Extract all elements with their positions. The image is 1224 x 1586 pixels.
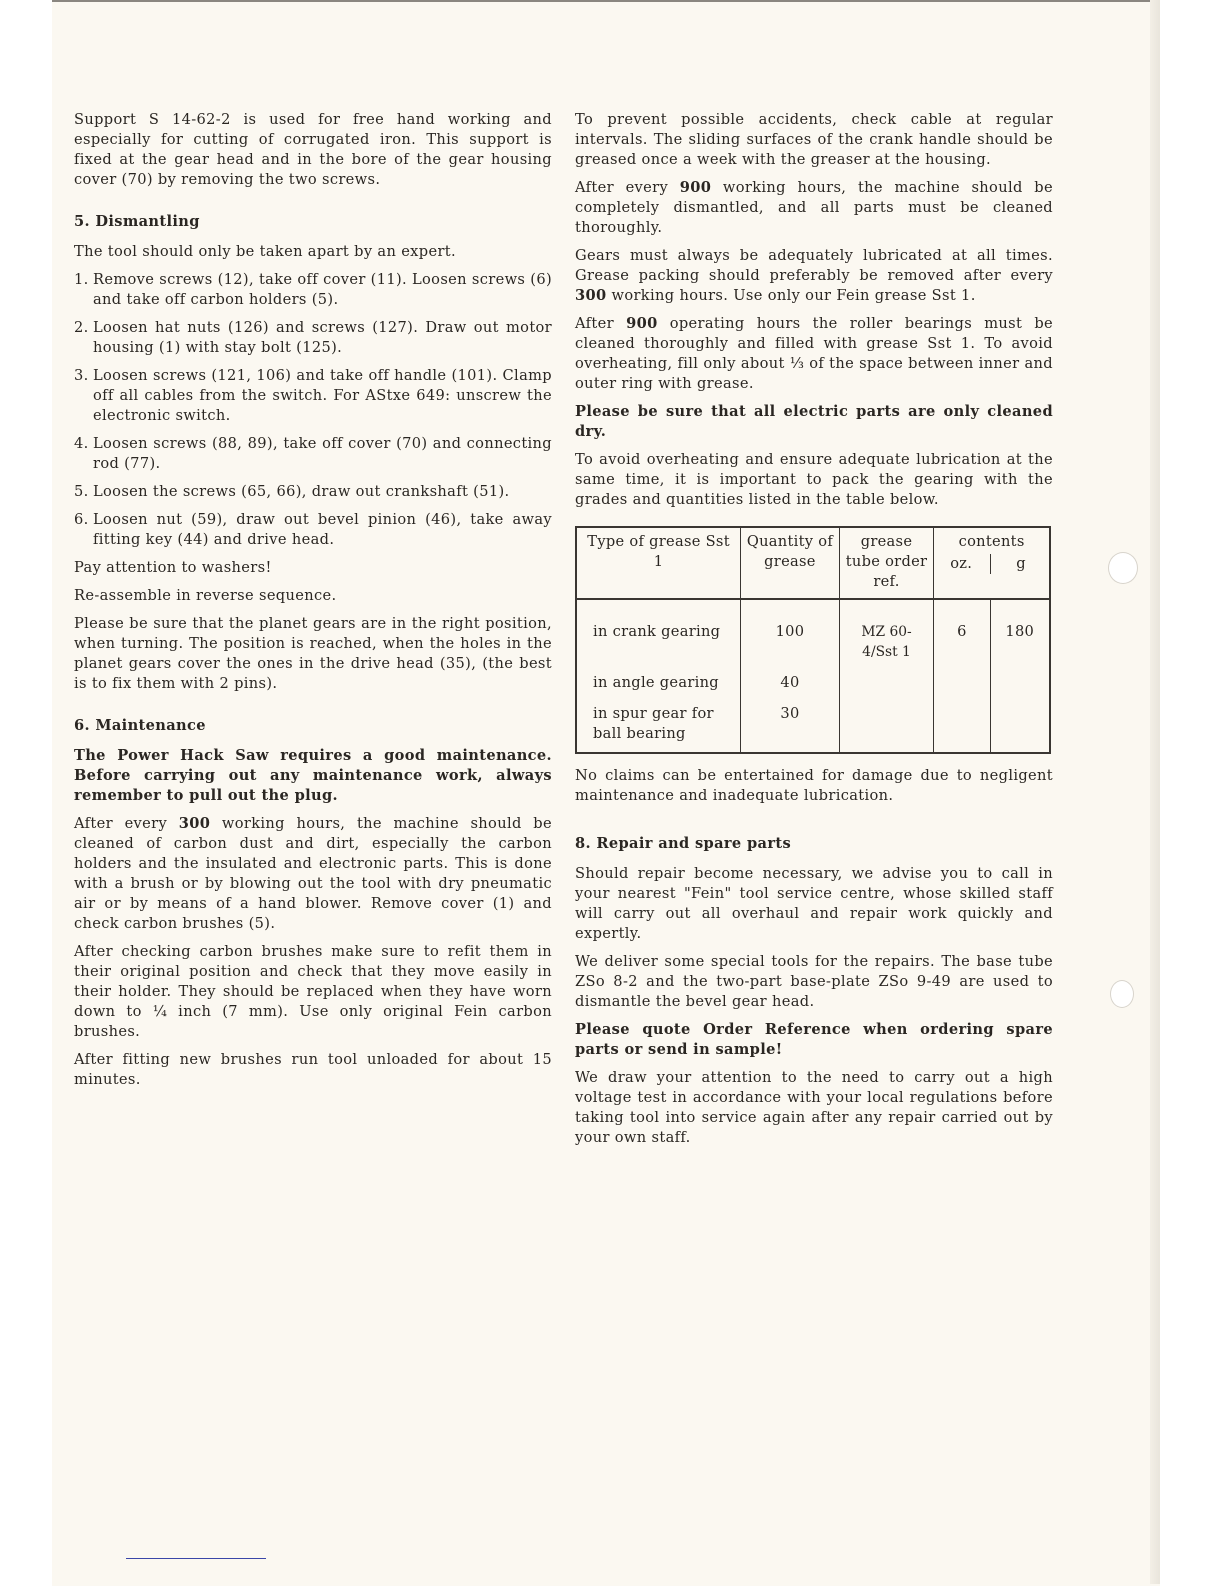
cleaning-paragraph xyxy=(74,814,552,934)
text-run: working hours. Use only our Fein grease Sst 1. xyxy=(606,287,976,304)
special-tools-paragraph: We deliver some special tools for the repairs. The base tube ZSo 8-2 and the two-part base-plate ZSo 9-49 are used to dismantle the bevel gear head. xyxy=(575,953,1053,1010)
cell-type: in angle gearing xyxy=(593,674,719,691)
cable-paragraph: To prevent possible accidents, check cable at regular intervals. The sliding surfaces of the crank handle should be greased once a week with the greaser at the housing. xyxy=(575,111,1053,168)
cell-quantity: 40 xyxy=(741,670,840,701)
cell-oz xyxy=(934,670,990,701)
hours-value: 300 xyxy=(178,815,211,832)
order-reference-note: Please quote Order Reference when ordering spare parts or send in sample! xyxy=(575,1021,1053,1058)
text-run: After every xyxy=(74,815,179,832)
repair-heading: 8. Repair and spare parts xyxy=(575,835,792,852)
electric-parts-warning: Please be sure that all electric parts are only cleaned dry. xyxy=(575,403,1053,440)
punch-hole xyxy=(1108,552,1138,584)
cell-g xyxy=(990,670,1050,701)
header-contents xyxy=(934,527,1050,599)
unit-g: g xyxy=(1016,555,1026,572)
planet-gears-paragraph: Please be sure that the planet gears are in the right position, when turning. The position is reached, when the holes in the planet gears cover the ones in the drive head (35), (the best is to fix them with 2 pins). xyxy=(74,615,552,692)
step-number: 5. xyxy=(74,483,89,500)
cell-type: in crank gearing xyxy=(593,623,721,640)
bottom-rule xyxy=(126,1558,266,1559)
text-run: working hours, the machine should be cleaned of carbon dust and dirt, especially the carbon holders and the insulated and electronic parts. This is done with a brush or by blowing out the tool with dry pneumatic air or by means of a hand blower. Remove cover (1) and check carbon brushes (5). xyxy=(74,815,552,932)
list-item xyxy=(74,366,552,426)
step-text: Loosen screws (121, 106) and take off handle (101). Clamp off all cables from the switch. For AStxe 649: unscrew the electronic switch. xyxy=(93,367,552,424)
list-item xyxy=(74,482,552,502)
cell-quantity: 30 xyxy=(741,701,840,753)
header-quantity: Quantity of grease xyxy=(741,527,840,599)
cell-g: 180 xyxy=(990,599,1050,670)
header-order-ref: grease tube order ref. xyxy=(839,527,934,599)
step-text: Remove screws (12), take off cover (11). Loosen screws (6) and take off carbon holders (5). xyxy=(93,271,552,308)
contents-label: contents xyxy=(958,533,1025,550)
maintenance-heading: 6. Maintenance xyxy=(74,717,206,734)
dismantling-intro: The tool should only be taken apart by an expert. xyxy=(74,243,456,260)
unit-oz: oz. xyxy=(950,555,973,572)
cell-oz: 6 xyxy=(934,599,990,670)
table-row xyxy=(576,670,1050,701)
table-header-row xyxy=(576,527,1050,599)
cell-g xyxy=(990,701,1050,753)
washers-note: Pay attention to washers! xyxy=(74,559,272,576)
list-item xyxy=(74,318,552,358)
claims-paragraph: No claims can be entertained for damage due to negligent maintenance and inadequate lubrication. xyxy=(575,767,1053,804)
new-brushes-paragraph: After fitting new brushes run tool unloaded for about 15 minutes. xyxy=(74,1051,552,1088)
step-text: Loosen hat nuts (126) and screws (127). Draw out motor housing (1) with stay bolt (125). xyxy=(93,319,552,356)
cell-type: in spur gear for ball bearing xyxy=(593,705,714,742)
text-run: operating hours the roller bearings must be cleaned thoroughly and filled with grease Sst 1. To avoid overheating, fill only about ⅓ of the space between inner and outer ring with grease. xyxy=(575,315,1054,392)
step-number: 2. xyxy=(74,319,89,336)
repair-paragraph: Should repair become necessary, we advise you to call in your nearest "Fein" tool service centre, whose skilled staff will carry out all overhaul and repair work quickly and expertly. xyxy=(575,865,1053,942)
cell-quantity: 100 xyxy=(741,599,840,670)
punch-hole xyxy=(1110,980,1134,1008)
step-number: 1. xyxy=(74,271,89,288)
text-run: working hours, the machine should be completely dismantled, and all parts must be cleaned thoroughly. xyxy=(575,179,1053,236)
step-text: Loosen the screws (65, 66), draw out crankshaft (51). xyxy=(93,483,510,500)
table-row xyxy=(576,599,1050,670)
left-column xyxy=(74,110,552,1098)
list-item xyxy=(74,434,552,474)
step-number: 3. xyxy=(74,367,89,384)
list-item xyxy=(74,270,552,310)
cell-order-ref xyxy=(839,670,934,701)
cell-order-ref xyxy=(839,701,934,753)
list-item xyxy=(74,510,552,550)
paper-edge xyxy=(1150,0,1160,1584)
dismantle-900-paragraph xyxy=(575,178,1053,238)
step-number: 4. xyxy=(74,435,89,452)
dismantling-steps xyxy=(74,270,552,550)
cell-oz xyxy=(934,701,990,753)
gears-paragraph xyxy=(575,246,1053,306)
carbon-brushes-paragraph: After checking carbon brushes make sure to refit them in their original position and check that they move easily in their holder. They should be replaced when they have worn down to ¼ inch (7 mm). Use only original Fein carbon brushes. xyxy=(74,943,552,1040)
roller-bearings-paragraph xyxy=(575,314,1053,394)
support-paragraph: Support S 14-62-2 is used for free hand working and especially for cutting of corrugated iron. This support is fixed at the gear head and in the bore of the gear housing cover (70) by removing the two screws. xyxy=(74,111,552,188)
grease-table xyxy=(575,526,1051,754)
dismantling-heading: 5. Dismantling xyxy=(74,213,200,230)
overheating-paragraph: To avoid overheating and ensure adequate lubrication at the same time, it is important to pack the gearing with the grades and quantities listed in the table below. xyxy=(575,451,1053,508)
hours-value: 900 xyxy=(626,315,658,332)
hours-value: 900 xyxy=(679,179,712,196)
header-type: Type of grease Sst 1 xyxy=(576,527,741,599)
step-text: Loosen nut (59), draw out bevel pinion (46), take away fitting key (44) and drive head. xyxy=(93,511,552,548)
text-run: After xyxy=(575,315,627,332)
high-voltage-paragraph: We draw your attention to the need to carry out a high voltage test in accordance with your local regulations before taking tool into service again after any repair carried out by your own staff. xyxy=(575,1069,1053,1146)
maintenance-warning: The Power Hack Saw requires a good maintenance. Before carrying out any maintenance work, always remember to pull out the plug. xyxy=(74,747,552,804)
right-column xyxy=(575,110,1053,1156)
table-row xyxy=(576,701,1050,753)
hours-value: 300 xyxy=(575,287,607,304)
reassemble-note: Re-assemble in reverse sequence. xyxy=(74,587,337,604)
step-number: 6. xyxy=(74,511,89,528)
text-run: After every xyxy=(575,179,680,196)
cell-order-ref: MZ 60-4/Sst 1 xyxy=(839,599,934,670)
text-run: Gears must always be adequately lubricated at all times. Grease packing should preferably be removed after every xyxy=(575,247,1053,284)
unit-divider xyxy=(990,554,991,574)
contents-units xyxy=(934,554,1049,574)
step-text: Loosen screws (88, 89), take off cover (70) and connecting rod (77). xyxy=(93,435,552,472)
